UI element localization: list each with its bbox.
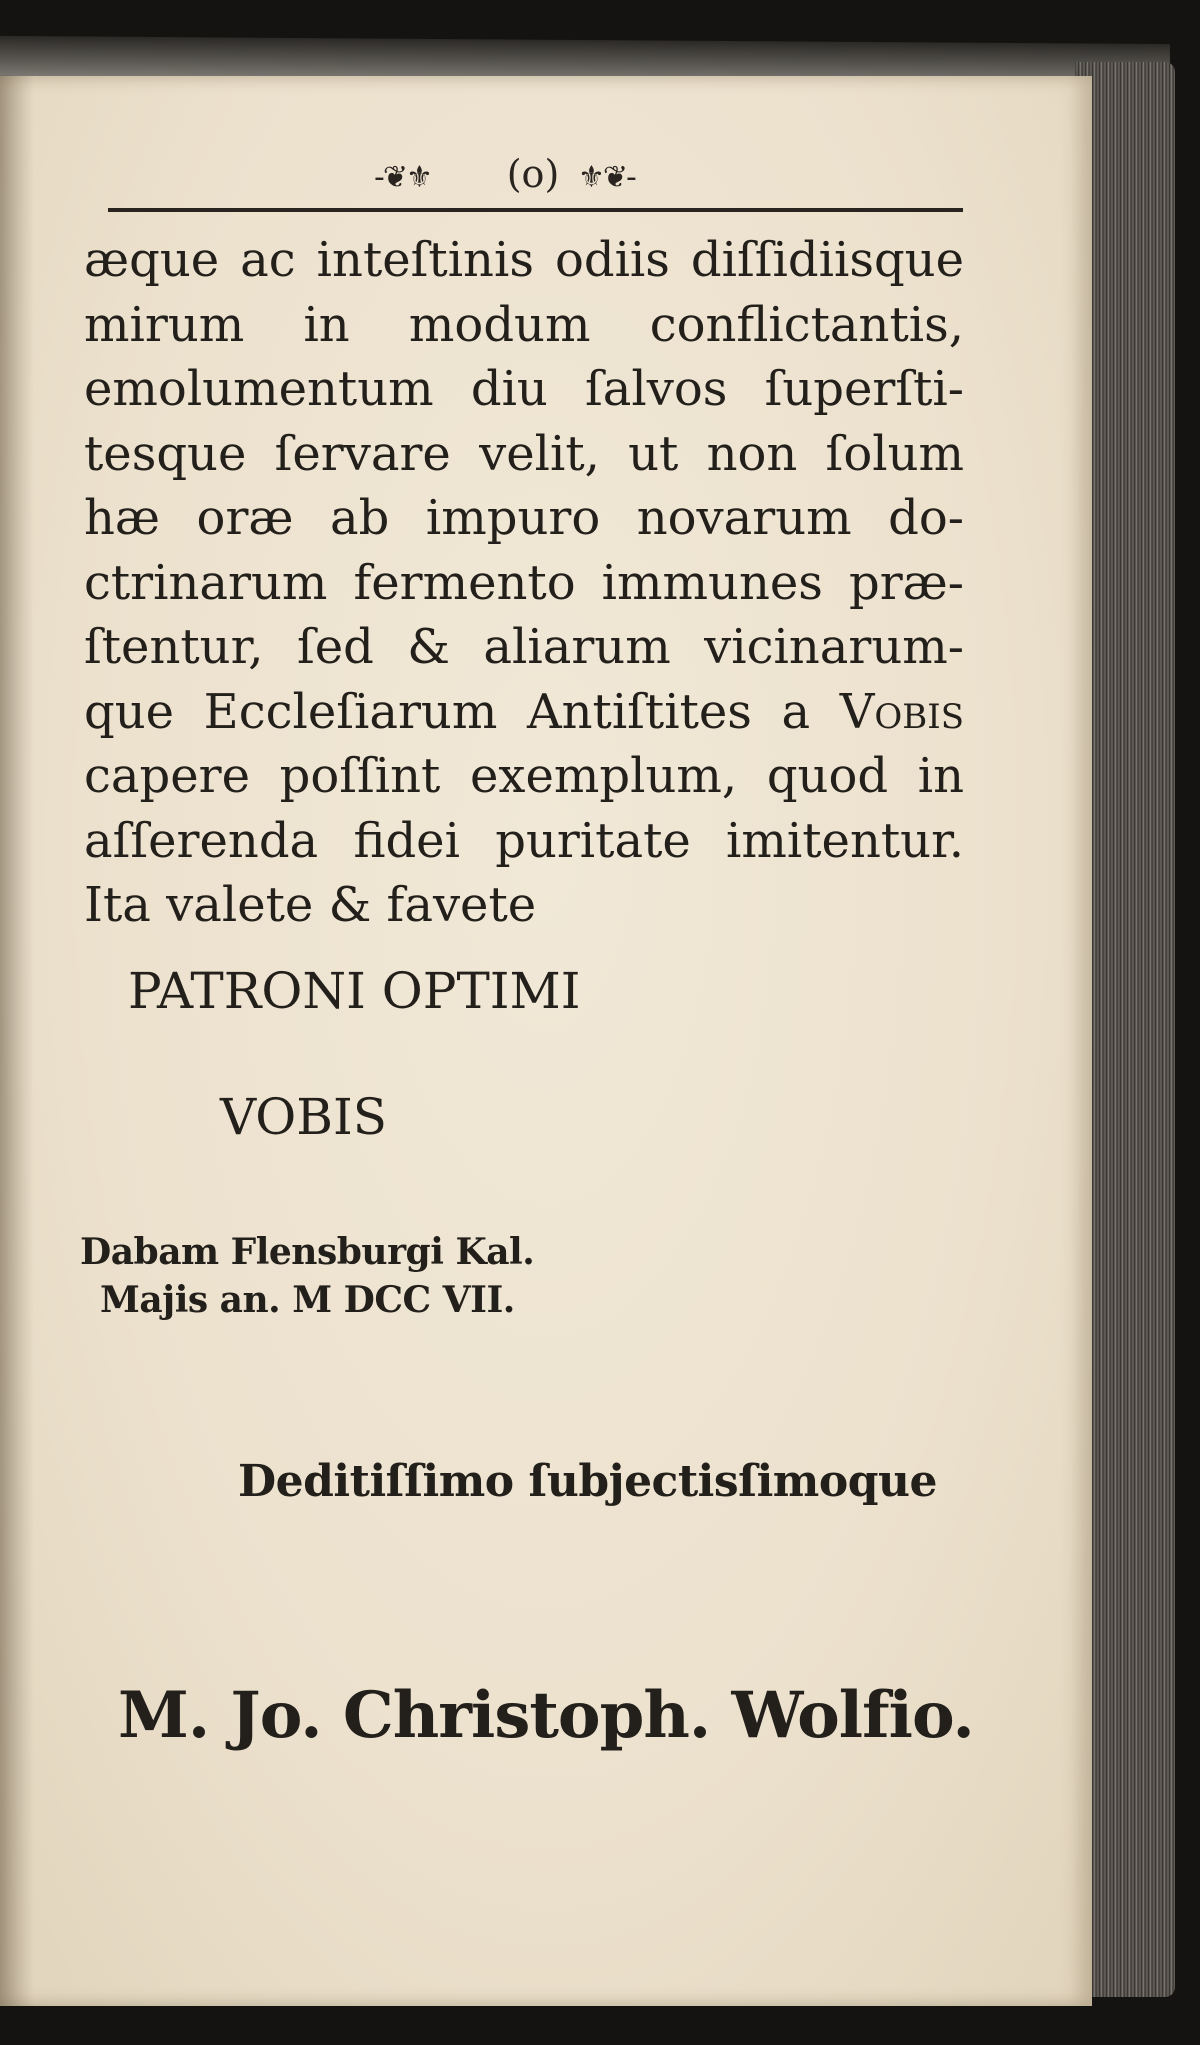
text-line: capere poſſint exemplum, quod in bbox=[84, 748, 964, 804]
text-line-with-vobis bbox=[84, 680, 964, 745]
devotion-line: Deditiſſimo ſubjectisſimoque bbox=[238, 1456, 937, 1507]
text-line: tesque ſervare velit, ut non ſolum bbox=[84, 425, 964, 482]
header-ornament-right: ⚜❦- bbox=[578, 160, 635, 195]
date-line-1: Dabam Flensburgi Kal. bbox=[80, 1231, 535, 1273]
text-line: ctrinarum fermento immunes præ- bbox=[84, 554, 964, 611]
salutation: PATRONI OPTIMI bbox=[128, 962, 581, 1020]
header-rule bbox=[108, 208, 963, 212]
body-text bbox=[84, 228, 964, 938]
vobis-heading: VOBIS bbox=[220, 1088, 387, 1146]
signer-name: M. Jo. Christoph. Wolfio. bbox=[118, 1678, 974, 1753]
page-gutter-shadow bbox=[0, 76, 34, 2006]
text-line: ſtentur, ſed & aliarum vicinarum- bbox=[84, 619, 964, 675]
page-header bbox=[108, 150, 963, 216]
header-ornament-left: -❦⚜ bbox=[374, 160, 431, 195]
text-line: Ita valete & favete bbox=[84, 877, 537, 933]
text-line-part: que Eccleſiarum Antiſtites a bbox=[84, 683, 811, 740]
date-block bbox=[80, 1228, 534, 1324]
date-line-2: Majis an. M DCC VII. bbox=[100, 1279, 515, 1321]
text-line: mirum in modum conflictantis, bbox=[84, 296, 964, 353]
text-line: hæ oræ ab impuro novarum do- bbox=[84, 490, 964, 546]
page-signature: (o) bbox=[506, 152, 560, 196]
text-line: æque ac inteſtinis odiis diſſidiisque bbox=[84, 232, 964, 288]
text-line: emolumentum diu ſalvos ſuperſti- bbox=[84, 361, 964, 417]
vobis-inline: Vobis bbox=[839, 683, 965, 740]
text-line: aſſerenda fidei puritate imitentur. bbox=[84, 812, 964, 869]
